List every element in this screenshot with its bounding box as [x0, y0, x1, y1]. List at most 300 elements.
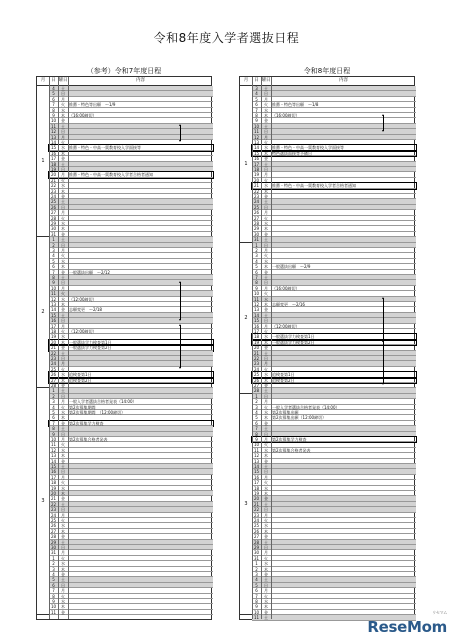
weekday-cell: 火 [264, 366, 268, 372]
day-cell: 3 [52, 248, 55, 253]
weekday-cell: 金 [61, 609, 65, 615]
day-cell: 9 [52, 599, 55, 604]
logo-text: ReseMom [367, 618, 447, 636]
weekday-cell: 月 [61, 172, 65, 178]
day-cell: 8 [255, 280, 258, 286]
day-cell: 15 [50, 312, 57, 318]
weekday-cell: 木 [61, 566, 65, 572]
day-cell: 15 [253, 318, 260, 324]
weekday-cell: 月 [61, 399, 65, 405]
day-cell: 22 [253, 188, 260, 194]
weekday-cell: 月 [264, 134, 268, 140]
weekday-cell: 木 [61, 264, 65, 270]
weekday-cell: 日 [61, 507, 65, 513]
day-cell: 22 [253, 356, 260, 361]
day-cell: 6 [255, 420, 258, 426]
day-cell: 10 [253, 442, 260, 448]
weekday-cell: 金 [264, 231, 268, 237]
content-cell: 推薦・特色・中高一貫教育校入学者合格者通知 [69, 172, 153, 178]
day-cell: 16 [253, 474, 260, 480]
day-cell: 4 [52, 404, 55, 410]
day-cell: 24 [50, 361, 57, 367]
weekday-cell: 火 [61, 140, 65, 145]
content-cell: 推薦・特色・中高一貫教育校入学面接等 [272, 145, 344, 151]
weekday-cell: 土 [61, 123, 65, 129]
day-cell: 7 [52, 588, 55, 594]
day-cell: 4 [255, 577, 258, 583]
day-cell: 14 [50, 140, 57, 145]
day-cell: 21 [253, 501, 260, 507]
weekday-cell: 木 [61, 302, 65, 307]
day-cell: 27 [253, 215, 260, 221]
day-cell: 4 [255, 91, 258, 97]
day-cell: 9 [52, 113, 55, 118]
day-cell: 14 [253, 464, 260, 469]
weekday-cell: 土 [264, 161, 268, 167]
day-cell: 16 [253, 323, 260, 329]
content-cell: 一般選抜出願 ～2/12 [69, 269, 110, 275]
weekday-cell: 日 [61, 280, 65, 286]
day-cell: 25 [253, 523, 260, 529]
day-cell: 28 [253, 539, 260, 545]
day-cell: 12 [50, 296, 57, 302]
weekday-cell: 月 [264, 96, 268, 102]
day-cell: 9 [52, 280, 55, 286]
weekday-cell: 火 [61, 102, 65, 108]
weekday-cell: 月 [61, 361, 65, 367]
day-cell: 16 [50, 150, 57, 156]
day-cell: 6 [255, 102, 258, 108]
day-cell: 3 [52, 399, 55, 405]
weekday-cell: 木 [61, 453, 65, 459]
weekday-cell: 土 [264, 350, 268, 356]
day-cell: 12 [253, 453, 260, 459]
day-cell: 28 [50, 215, 57, 221]
weekday-cell: 金 [264, 420, 268, 426]
content-cell: 追検査第1日 [69, 372, 92, 378]
day-cell: 15 [253, 150, 260, 156]
day-cell: 11 [50, 291, 57, 297]
day-cell: 26 [253, 377, 260, 383]
weekday-cell: 火 [61, 555, 65, 561]
day-cell: 21 [253, 183, 260, 189]
weekday-cell: 火 [264, 140, 268, 145]
weekday-cell: 木 [264, 604, 268, 610]
day-cell: 23 [253, 194, 260, 199]
weekday-cell: 土 [61, 199, 65, 205]
day-cell: 20 [50, 339, 57, 345]
day-cell: 3 [255, 86, 258, 91]
day-cell: 10 [253, 609, 260, 615]
weekday-cell: 月 [264, 399, 268, 405]
weekday-cell: 火 [61, 404, 65, 410]
weekday-cell: 火 [264, 404, 268, 410]
day-cell: 19 [50, 485, 57, 491]
weekday-cell: 土 [61, 426, 65, 432]
day-cell: 29 [253, 226, 260, 232]
weekday-cell: 金 [264, 269, 268, 275]
content-cell: 推薦・特色等出願 ～1/9 [69, 102, 116, 108]
weekday-cell: 月 [264, 210, 268, 216]
day-cell: 30 [50, 545, 57, 550]
content-cell: （16:00締切） [272, 285, 300, 291]
day-cell: 31 [253, 555, 260, 561]
weekday-cell: 月 [61, 474, 65, 480]
weekday-cell: 土 [264, 577, 268, 583]
weekday-cell: 水 [61, 447, 65, 453]
weekday-cell: 金 [264, 156, 268, 162]
day-cell: 18 [50, 329, 57, 334]
weekday-cell: 月 [61, 248, 65, 253]
day-cell: 7 [52, 269, 55, 275]
weekday-cell: 水 [61, 258, 65, 264]
day-cell: 6 [255, 269, 258, 275]
day-cell: 10 [253, 123, 260, 129]
weekday-cell: 土 [264, 501, 268, 507]
weekday-cell: 金 [264, 345, 268, 351]
resemom-logo [367, 610, 447, 636]
weekday-cell: 水 [264, 334, 268, 340]
day-cell: 28 [253, 221, 260, 226]
day-cell: 6 [255, 588, 258, 594]
weekday-cell: 木 [264, 528, 268, 534]
header-content: 内容 [136, 78, 145, 83]
weekday-cell: 月 [264, 474, 268, 480]
day-cell: 29 [253, 545, 260, 550]
weekday-cell: 金 [264, 383, 268, 388]
weekday-cell: 日 [264, 242, 268, 248]
day-cell: 30 [253, 550, 260, 556]
weekday-cell: 木 [61, 339, 65, 345]
day-cell: 24 [253, 518, 260, 523]
day-cell: 22 [50, 501, 57, 507]
table-rows [240, 86, 414, 619]
weekday-cell: 日 [264, 393, 268, 399]
page-title: 令和8年度入学者選抜日程 [153, 31, 300, 45]
weekday-cell: 日 [61, 167, 65, 172]
weekday-cell: 日 [264, 167, 268, 172]
weekday-cell: 土 [61, 501, 65, 507]
day-cell: 4 [52, 86, 55, 91]
day-cell: 2 [255, 566, 258, 572]
day-cell: 4 [255, 258, 258, 264]
weekday-cell: 水 [264, 599, 268, 604]
period-arrow [180, 325, 181, 368]
weekday-cell: 金 [61, 307, 65, 313]
weekday-cell: 土 [264, 464, 268, 469]
weekday-cell: 水 [61, 145, 65, 151]
day-cell: 20 [253, 345, 260, 351]
day-cell: 28 [253, 388, 260, 394]
weekday-cell: 金 [264, 458, 268, 464]
weekday-cell: 木 [61, 415, 65, 421]
weekday-cell: 月 [264, 512, 268, 518]
weekday-cell: 月 [61, 323, 65, 329]
day-cell: 9 [255, 437, 258, 442]
day-cell: 14 [253, 145, 260, 151]
period-arrow [383, 341, 384, 384]
day-cell: 17 [253, 480, 260, 486]
day-cell: 2 [52, 242, 55, 248]
weekday-cell: 金 [264, 194, 268, 199]
content-cell: 追検査第2日 [69, 377, 92, 383]
table-title-r8: 令和8年度日程 [303, 67, 351, 75]
content-cell: 一般選抜出願 ～2/9 [272, 264, 311, 270]
day-cell: 15 [50, 464, 57, 469]
table-header [37, 77, 211, 86]
day-cell: 14 [50, 458, 57, 464]
weekday-cell: 金 [61, 345, 65, 351]
day-cell: 24 [50, 512, 57, 518]
day-cell: 22 [253, 507, 260, 513]
day-cell: 12 [50, 447, 57, 453]
header-weekday: 曜日 [58, 78, 68, 83]
content-cell: 推薦・特色等出願 ～1/8 [272, 102, 319, 108]
day-cell: 27 [253, 383, 260, 388]
weekday-cell: 水 [61, 599, 65, 604]
weekday-cell: 水 [264, 447, 268, 453]
table-title-reference-r7: （参考）令和7年度日程 [86, 67, 162, 75]
period-arrow [383, 298, 384, 341]
schedule-table-r8 [239, 76, 415, 620]
day-cell: 1 [52, 237, 55, 243]
day-cell: 27 [50, 210, 57, 216]
weekday-cell: 月 [61, 512, 65, 518]
day-cell: 5 [52, 258, 55, 264]
weekday-cell: 月 [264, 550, 268, 556]
month-cell: 2 [37, 237, 49, 388]
day-cell: 10 [50, 118, 57, 124]
day-cell: 5 [255, 96, 258, 102]
day-cell: 11 [253, 129, 260, 135]
weekday-cell: 日 [264, 582, 268, 588]
weekday-cell: 月 [264, 437, 268, 442]
day-cell: 26 [253, 210, 260, 216]
weekday-cell: 水 [61, 485, 65, 491]
content-cell: 一般選抜学力検査第1日 [69, 339, 112, 345]
weekday-cell: 水 [264, 183, 268, 189]
day-cell: 10 [50, 437, 57, 442]
weekday-cell: 金 [61, 572, 65, 577]
table-row [49, 610, 213, 615]
weekday-cell: 土 [264, 539, 268, 545]
day-cell: 8 [255, 599, 258, 604]
weekday-cell: 日 [61, 91, 65, 97]
day-cell: 25 [50, 518, 57, 523]
day-cell: 7 [255, 426, 258, 432]
weekday-cell: 金 [61, 383, 65, 388]
weekday-cell: 月 [61, 550, 65, 556]
day-cell: 7 [52, 102, 55, 108]
day-cell: 27 [253, 534, 260, 540]
day-cell: 14 [253, 312, 260, 318]
day-cell: 13 [50, 302, 57, 307]
weekday-cell: 月 [61, 437, 65, 442]
day-cell: 18 [253, 485, 260, 491]
weekday-cell: 日 [264, 129, 268, 135]
weekday-cell: 水 [264, 258, 268, 264]
content-cell: 一般入学者選抜合格者発表（14:00） [69, 399, 137, 405]
day-cell: 8 [52, 593, 55, 599]
weekday-cell: 火 [264, 253, 268, 259]
weekday-cell: 日 [264, 280, 268, 286]
weekday-cell: 火 [61, 253, 65, 259]
weekday-cell: 木 [264, 302, 268, 307]
day-cell: 21 [50, 345, 57, 351]
weekday-cell: 金 [264, 496, 268, 502]
day-cell: 12 [253, 302, 260, 307]
content-cell: （12:00締切） [69, 296, 97, 302]
weekday-cell: 日 [264, 469, 268, 475]
day-cell: 3 [255, 253, 258, 259]
weekday-cell: 月 [61, 134, 65, 140]
weekday-cell: 木 [264, 150, 268, 156]
weekday-cell: 日 [264, 431, 268, 437]
month-cell: 1 [37, 86, 49, 237]
weekday-cell: 月 [61, 210, 65, 216]
weekday-cell: 土 [264, 275, 268, 280]
weekday-cell: 日 [61, 582, 65, 588]
day-cell: 12 [50, 129, 57, 135]
weekday-cell: 月 [264, 588, 268, 594]
weekday-cell: 土 [264, 615, 268, 621]
month-cell: 3 [240, 394, 252, 615]
table-rows [37, 86, 211, 619]
day-cell: 5 [52, 410, 55, 415]
weekday-cell: 土 [264, 426, 268, 432]
day-cell: 19 [253, 491, 260, 496]
day-cell: 8 [52, 426, 55, 432]
weekday-cell: 火 [264, 177, 268, 183]
day-cell: 7 [255, 593, 258, 599]
weekday-cell: 木 [61, 528, 65, 534]
weekday-cell: 火 [264, 442, 268, 448]
day-cell: 5 [255, 415, 258, 421]
content-cell: 第2次募集合格者発表 [69, 437, 108, 442]
weekday-cell: 月 [61, 588, 65, 594]
day-cell: 23 [50, 356, 57, 361]
weekday-cell: 金 [61, 496, 65, 502]
day-cell: 17 [253, 161, 260, 167]
day-cell: 9 [52, 431, 55, 437]
day-cell: 15 [50, 145, 57, 151]
weekday-cell: 木 [264, 453, 268, 459]
weekday-cell: 金 [264, 534, 268, 540]
weekday-cell: 金 [61, 231, 65, 237]
weekday-cell: 金 [61, 420, 65, 426]
weekday-cell: 木 [264, 415, 268, 421]
header-month: 月 [243, 78, 249, 83]
day-cell: 7 [255, 107, 258, 113]
day-cell: 24 [253, 366, 260, 372]
content-cell: 第2次募集期間 （12:00締切） [69, 410, 126, 415]
weekday-cell: 木 [61, 604, 65, 610]
weekday-cell: 水 [264, 296, 268, 302]
weekday-cell: 火 [61, 177, 65, 183]
weekday-cell: 日 [61, 204, 65, 210]
period-arrow [180, 125, 181, 141]
day-cell: 23 [253, 361, 260, 367]
weekday-cell: 土 [61, 539, 65, 545]
day-cell: 22 [50, 350, 57, 356]
day-cell: 5 [255, 264, 258, 270]
content-cell: 一般選抜学力検査第1日 [272, 334, 315, 340]
weekday-cell: 火 [61, 291, 65, 297]
weekday-cell: 火 [61, 518, 65, 523]
content-cell: 一般選抜学力検査第2日 [272, 339, 315, 345]
weekday-cell: 金 [61, 194, 65, 199]
weekday-cell: 月 [61, 96, 65, 102]
day-cell: 4 [52, 572, 55, 577]
weekday-cell: 木 [264, 377, 268, 383]
day-cell: 6 [52, 264, 55, 270]
weekday-cell: 土 [264, 237, 268, 243]
day-cell: 20 [253, 496, 260, 502]
header-content: 内容 [339, 78, 348, 83]
weekday-cell: 金 [61, 458, 65, 464]
day-cell: 20 [50, 491, 57, 496]
content-cell: 追検査第1日 [272, 372, 295, 378]
weekday-cell: 土 [264, 86, 268, 91]
content-cell: 第2次募集学力検査 [69, 420, 104, 426]
weekday-cell: 日 [61, 545, 65, 550]
day-cell: 13 [50, 453, 57, 459]
day-cell: 26 [253, 528, 260, 534]
weekday-cell: 水 [61, 221, 65, 226]
day-cell: 5 [255, 582, 258, 588]
weekday-cell: 木 [264, 264, 268, 270]
weekday-cell: 金 [264, 609, 268, 615]
day-cell: 1 [52, 555, 55, 561]
day-cell: 11 [253, 615, 260, 621]
weekday-cell: 日 [264, 545, 268, 550]
weekday-cell: 日 [61, 469, 65, 475]
content-cell: 第2次募集出願（12:00締切） [272, 415, 327, 421]
weekday-cell: 木 [61, 113, 65, 118]
day-cell: 18 [50, 480, 57, 486]
content-cell: 推薦・特色・中高一貫教育校入学者合格者通知 [272, 183, 356, 189]
day-cell: 13 [253, 458, 260, 464]
weekday-cell: 金 [61, 269, 65, 275]
day-cell: 2 [255, 399, 258, 405]
weekday-cell: 日 [264, 204, 268, 210]
day-cell: 11 [253, 447, 260, 453]
weekday-cell: 金 [61, 118, 65, 124]
weekday-cell: 水 [61, 561, 65, 567]
weekday-cell: 日 [61, 242, 65, 248]
weekday-cell: 土 [264, 388, 268, 394]
content-cell: 特色選抜面接等予備日 [272, 150, 312, 156]
day-cell: 16 [50, 469, 57, 475]
content-cell: （12:00締切） [272, 323, 300, 329]
day-cell: 10 [253, 291, 260, 297]
weekday-cell: 日 [61, 129, 65, 135]
day-cell: 4 [52, 253, 55, 259]
content-cell: （16:00締切） [272, 113, 300, 118]
weekday-cell: 日 [61, 431, 65, 437]
weekday-cell: 月 [264, 361, 268, 367]
day-cell: 15 [253, 469, 260, 475]
day-cell: 31 [50, 231, 57, 237]
day-cell: 28 [50, 383, 57, 388]
weekday-cell: 土 [61, 388, 65, 394]
header-day: 日 [254, 78, 259, 83]
weekday-cell: 火 [61, 215, 65, 221]
weekday-cell: 土 [61, 577, 65, 583]
logo-kana: リセマム [432, 610, 447, 615]
weekday-cell: 日 [61, 356, 65, 361]
weekday-cell: 金 [61, 534, 65, 540]
